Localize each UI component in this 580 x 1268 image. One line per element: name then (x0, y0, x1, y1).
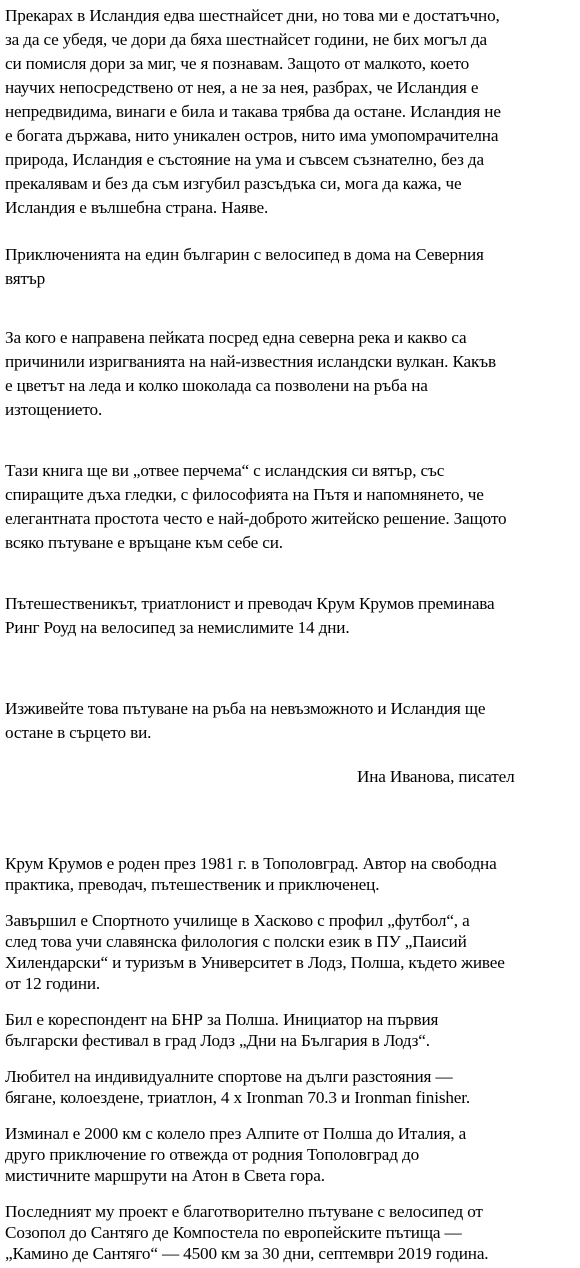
bio-line: Любител на индивидуалните спортове на дълги разстояния — (5, 1067, 453, 1087)
promise-line: спиращите дъха гледки, с философията на Пътя и напомнянето, че (5, 485, 484, 504)
questions-line: изтощението. (5, 400, 103, 419)
intro-line: научих непосредствено от нея, а не за нея, разбрах, че Исландия е (5, 78, 479, 97)
intro-line: Прекарах в Исландия едва шестнайсет дни, но това ми е достатъчно, (5, 6, 500, 25)
bio-line: Бил е кореспондент на БНР за Полша. Инициатор на първия (5, 1010, 439, 1030)
promise-line: Тази книга ще ви „отвее перчема“ с исландския си вятър, със (5, 461, 445, 480)
bio-line: мистичните маршрути на Атон в Света гора. (5, 1166, 325, 1186)
bio-line: след това учи славянска филология с полски език в ПУ „Паисий (5, 932, 467, 952)
questions-line: причинили изригванията на най-известния исландски вулкан. Какъв (5, 352, 496, 371)
intro-line: прекалявам и без да съм изгубил разсъдъка си, мога да кажа, че (5, 174, 462, 193)
bio-line: практика, преводач, пътешественик и приключенец. (5, 875, 380, 895)
author-signature: Ина Иванова, писател (357, 767, 515, 786)
intro-line: Исландия е вълшебна страна. Наяве. (5, 198, 269, 217)
traveller-line: Пътешественикът, триатлонист и преводач Крум Крумов преминава (5, 594, 495, 613)
call-line: Изживейте това пътуване на ръба на невъзможното и Исландия ще (5, 699, 486, 718)
intro-line: природа, Исландия е състояние на ума и съвсем съзнателно, без да (5, 150, 484, 169)
questions-line: е цветът на леда и колко шоколада са позволени на ръба на (5, 376, 428, 395)
bio-line: Созопол до Сантяго де Компостела по европейските пътища — (5, 1223, 462, 1243)
promise-line: елегантната простота често е най-доброто житейско решение. Защото (5, 509, 507, 528)
bio-line: Хилендарски“ и туризъм в Университет в Лодз, Полша, където живее (5, 953, 505, 973)
bio-line: Последният му проект е благотворително пътуване с велосипед от (5, 1202, 483, 1222)
bio-line: друго приключение го отвежда от родния Тополовград до (5, 1145, 420, 1165)
traveller-line: Ринг Роуд на велосипед за немислимите 14 дни. (5, 618, 350, 637)
intro-line: за да се убедя, че дори да бяха шестнайсет години, не бих могъл да (5, 30, 487, 49)
subtitle-line: вятър (5, 269, 46, 288)
bio-line: български фестивал в град Лодз „Дни на България в Лодз“. (5, 1031, 430, 1051)
subtitle-line: Приключенията на един българин с велосипед в дома на Северния (5, 245, 484, 264)
bio-line: „Камино де Сантяго“ — 4500 км за 30 дни, септември 2019 година. (5, 1244, 489, 1264)
bio-line: Крум Крумов е роден през 1981 г. в Тополовград. Автор на свободна (5, 854, 497, 873)
bio-line: Завършил е Спортното училище в Хасково с профил „футбол“, а (5, 911, 470, 930)
questions-line: За кого е направена пейката посред една северна река и какво са (5, 328, 467, 347)
intro-line: си помисля дори за миг, че я познавам. Защото от малкото, което (5, 54, 470, 73)
bio-line: от 12 години. (5, 974, 101, 994)
bio-line: бягане, колоездене, триатлон, 4 x Ironman 70.3 и Ironman finisher. (5, 1088, 471, 1108)
promise-line: всяко пътуване е връщане към себе си. (5, 533, 283, 552)
intro-line: е богата държава, нито уникален остров, нито има умопомрачителна (5, 126, 499, 145)
intro-line: непредвидима, винаги е била и такава трябва да остане. Исландия не (5, 102, 501, 121)
call-line: остане в сърцето ви. (5, 723, 152, 742)
bio-line: Изминал е 2000 км с колело през Алпите от Полша до Италия, а (5, 1124, 467, 1144)
